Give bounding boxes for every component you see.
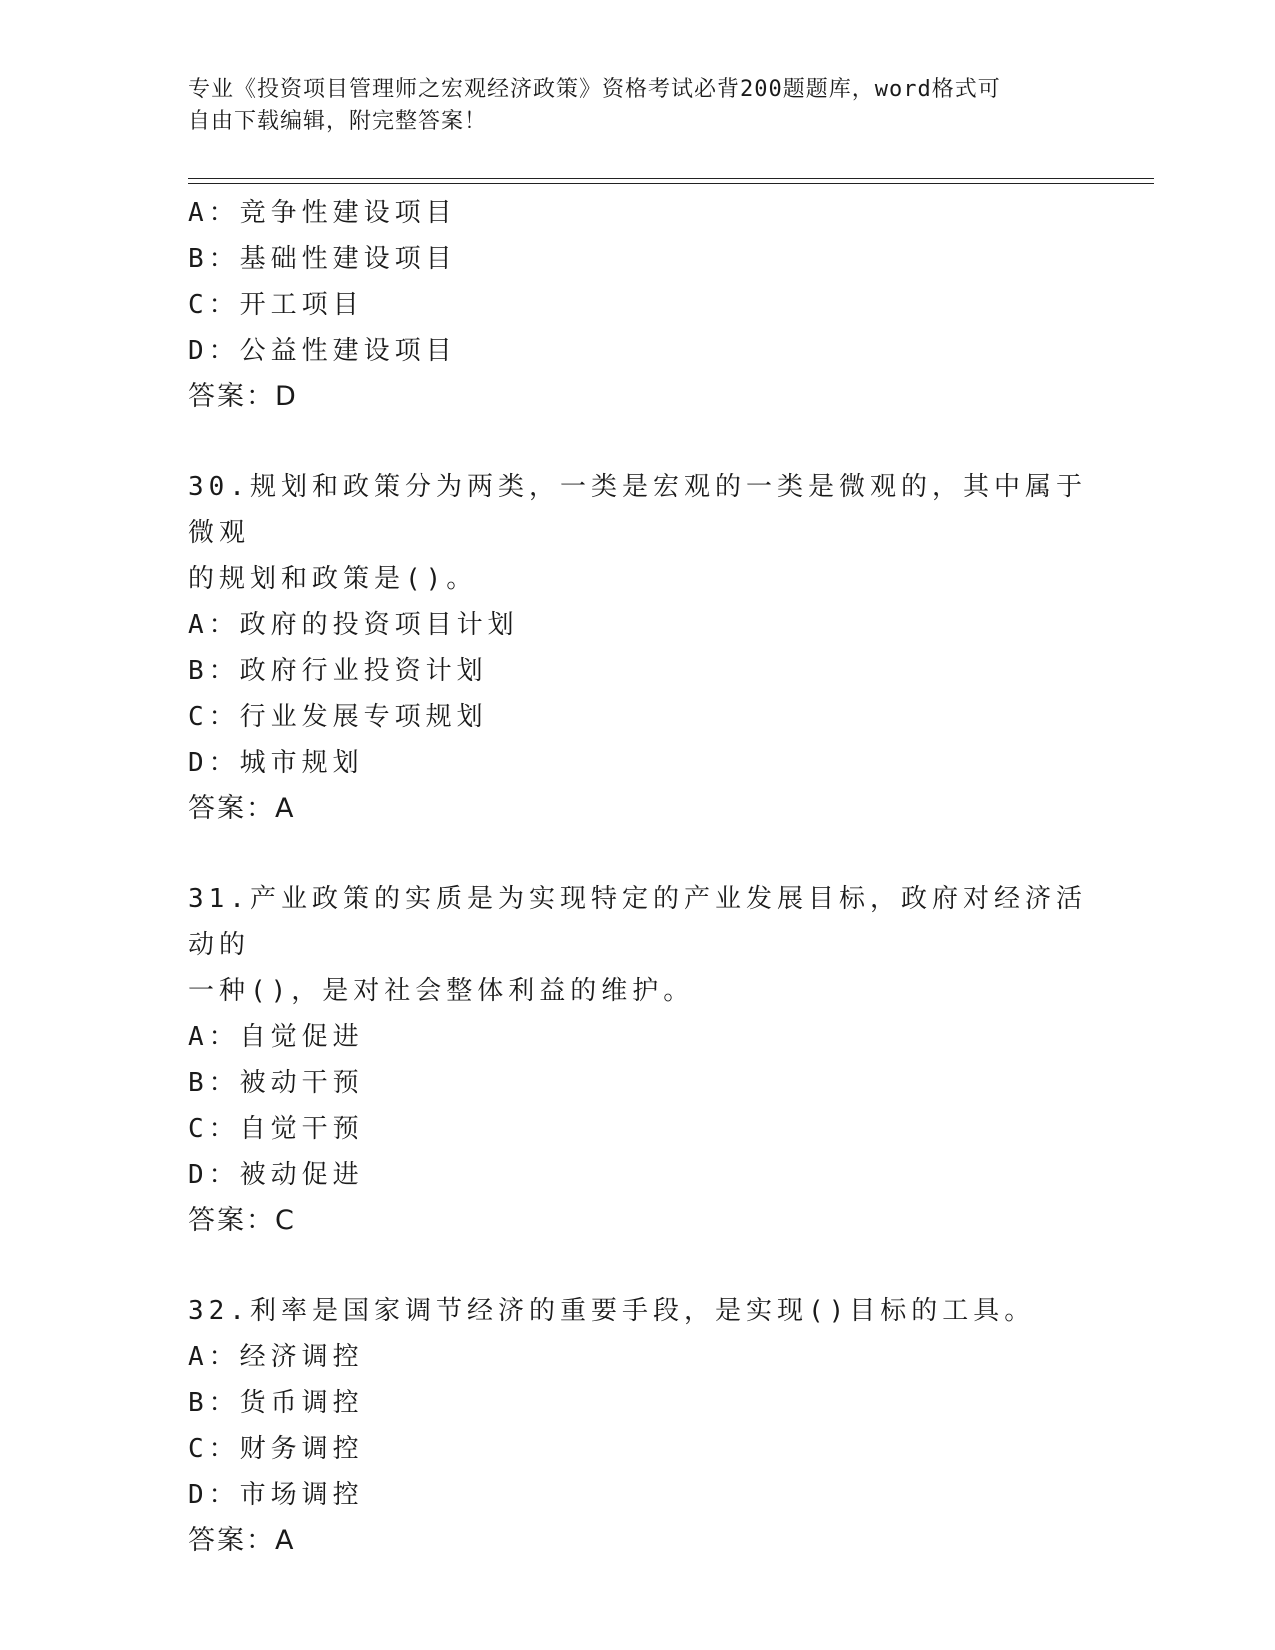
question-stem-32 — [188, 1288, 1088, 1334]
question-stem-line: 的规划和政策是()。 — [188, 564, 478, 594]
question-block-30 — [188, 464, 1088, 832]
option-b: B：被动干预 — [188, 1068, 364, 1098]
option-a: A：竞争性建设项目 — [188, 198, 457, 228]
option-c: C：自觉干预 — [188, 1114, 364, 1144]
question-block-prev — [188, 190, 1088, 420]
answer-line: 答案：C — [188, 1205, 296, 1236]
option-a: A：政府的投资项目计划 — [188, 610, 519, 640]
header-divider-bottom — [188, 183, 1154, 184]
option-d: D：被动促进 — [188, 1160, 364, 1190]
question-stem-30 — [188, 464, 1088, 602]
option-d: D：城市规划 — [188, 748, 364, 778]
question-block-31 — [188, 876, 1088, 1244]
answer-line: 答案：D — [188, 381, 298, 412]
question-list — [188, 190, 1088, 1564]
question-stem-line: 32.利率是国家调节经济的重要手段，是实现()目标的工具。 — [188, 1296, 1036, 1326]
option-d: D：公益性建设项目 — [188, 336, 457, 366]
answer-line: 答案：A — [188, 1525, 296, 1556]
header-line-2: 自由下载编辑，附完整答案！ — [188, 109, 488, 134]
option-a: A：经济调控 — [188, 1342, 364, 1372]
option-c: C：行业发展专项规划 — [188, 702, 488, 732]
question-stem-31 — [188, 876, 1088, 1014]
option-b: B：基础性建设项目 — [188, 244, 457, 274]
question-stem-line: 一种()，是对社会整体利益的维护。 — [188, 976, 695, 1006]
question-block-32 — [188, 1288, 1088, 1564]
header-divider-top — [188, 178, 1154, 179]
document-header — [188, 74, 1078, 138]
question-stem-line: 30.规划和政策分为两类，一类是宏观的一类是微观的，其中属于微观 — [188, 472, 1087, 548]
question-stem-line: 31.产业政策的实质是为实现特定的产业发展目标，政府对经济活动的 — [188, 884, 1087, 960]
option-c: C：财务调控 — [188, 1434, 364, 1464]
option-b: B：政府行业投资计划 — [188, 656, 488, 686]
option-c: C：开工项目 — [188, 290, 364, 320]
option-b: B：货币调控 — [188, 1388, 364, 1418]
header-line-1: 专业《投资项目管理师之宏观经济政策》资格考试必背200题题库，word格式可 — [188, 77, 1001, 102]
option-d: D：市场调控 — [188, 1480, 364, 1510]
option-a: A：自觉促进 — [188, 1022, 364, 1052]
answer-line: 答案：A — [188, 793, 296, 824]
